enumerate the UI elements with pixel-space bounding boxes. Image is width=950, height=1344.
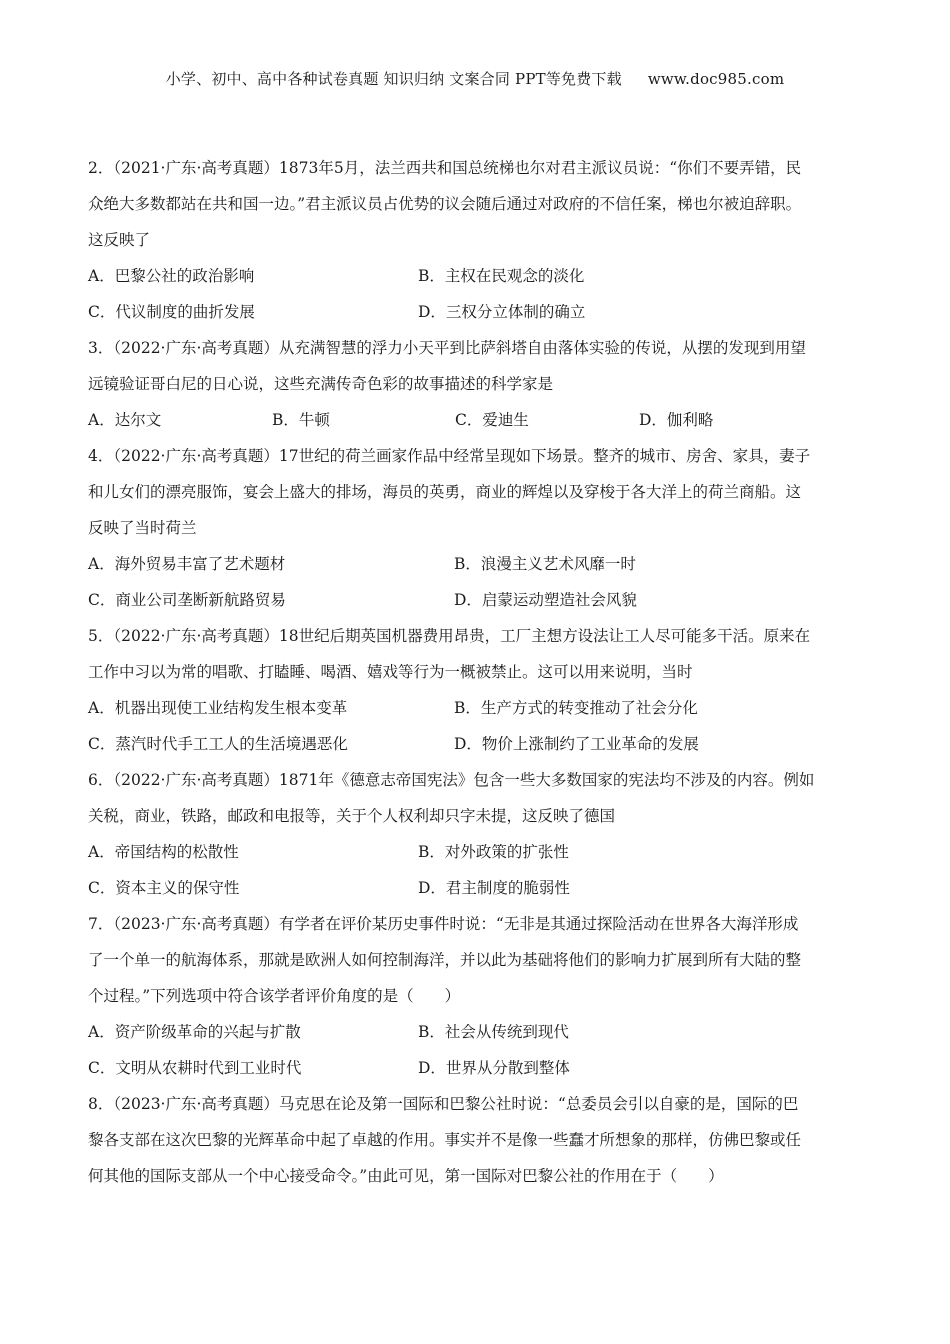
option-d: D．伽利略 bbox=[639, 411, 714, 429]
option-c: C．资本主义的保守性 bbox=[88, 879, 240, 897]
option-d: D．三权分立体制的确立 bbox=[418, 303, 586, 321]
question-text-line: 5．（2022·广东·高考真题）18世纪后期英国机器费用昂贵，工厂主想方设法让工人尽可能多干活。原来在 bbox=[88, 627, 811, 645]
option-c: C．代议制度的曲折发展 bbox=[88, 303, 255, 321]
option-b: B．生产方式的转变推动了社会分化 bbox=[454, 699, 698, 717]
option-row bbox=[88, 1014, 868, 1050]
option-d: D．世界从分散到整体 bbox=[418, 1059, 570, 1077]
question-text-line: 和儿女们的漂亮服饰，宴会上盛大的排场，海员的英勇，商业的辉煌以及穿梭于各大洋上的荷兰商船。这 bbox=[88, 483, 802, 501]
option-a: A．机器出现使工业结构发生根本变革 bbox=[88, 699, 348, 717]
option-a: A．海外贸易丰富了艺术题材 bbox=[88, 555, 286, 573]
option-row bbox=[88, 402, 868, 438]
question-text-line: 工作中习以为常的唱歌、打瞌睡、喝酒、嬉戏等行为一概被禁止。这可以用来说明，当时 bbox=[88, 663, 693, 681]
option-row bbox=[88, 726, 868, 762]
option-a: A．帝国结构的松散性 bbox=[88, 843, 239, 861]
option-c: C．商业公司垄断新航路贸易 bbox=[88, 591, 286, 609]
question-text-line: 众绝大多数都站在共和国一边。”君主派议员占优势的议会随后通过对政府的不信任案，梯也尔被迫辞职。 bbox=[88, 195, 802, 213]
option-b: B．牛顿 bbox=[272, 411, 330, 429]
header-site-url: www.doc985.com bbox=[647, 70, 785, 88]
question-text-line: 8．（2023·广东·高考真题）马克思在论及第一国际和巴黎公社时说：“总委员会引以自豪的是，国际的巴 bbox=[88, 1095, 799, 1113]
question-text-line: 3．（2022·广东·高考真题）从充满智慧的浮力小天平到比萨斜塔自由落体实验的传说，从摆的发现到用望 bbox=[88, 339, 806, 357]
question-3 bbox=[88, 330, 868, 438]
option-b: B．浪漫主义艺术风靡一时 bbox=[454, 555, 636, 573]
option-d: D．物价上涨制约了工业革命的发展 bbox=[454, 735, 699, 753]
option-b: B．主权在民观念的淡化 bbox=[418, 267, 585, 285]
question-2 bbox=[88, 150, 868, 330]
option-b: B．社会从传统到现代 bbox=[418, 1023, 569, 1041]
question-text-line: 7．（2023·广东·高考真题）有学者在评价某历史事件时说：“无非是其通过探险活动在世界各大海洋形成 bbox=[88, 915, 799, 933]
question-text-line: 何其他的国际支部从一个中心接受命令。”由此可见，第一国际对巴黎公社的作用在于（ ） bbox=[88, 1167, 724, 1185]
question-text-line: 关税，商业，铁路，邮政和电报等，关于个人权利却只字未提，这反映了德国 bbox=[88, 807, 616, 825]
question-text-line: 远镜验证哥白尼的日心说，这些充满传奇色彩的故事描述的科学家是 bbox=[88, 375, 554, 393]
option-row bbox=[88, 294, 868, 330]
option-a: A．资产阶级革命的兴起与扩散 bbox=[88, 1023, 301, 1041]
option-b: B．对外政策的扩张性 bbox=[418, 843, 569, 861]
question-4 bbox=[88, 438, 868, 618]
option-a: A．达尔文 bbox=[88, 411, 162, 429]
question-text-line: 黎各支部在这次巴黎的光辉革命中起了卓越的作用。事实并不是像一些蠢才所想象的那样，仿佛巴黎或任 bbox=[88, 1131, 802, 1149]
question-text-line: 个过程。”下列选项中符合该学者评价角度的是（ ） bbox=[88, 987, 461, 1005]
option-a: A．巴黎公社的政治影响 bbox=[88, 267, 255, 285]
option-c: C．蒸汽时代手工工人的生活境遇恶化 bbox=[88, 735, 348, 753]
page-header bbox=[0, 68, 950, 89]
option-c: C．文明从农耕时代到工业时代 bbox=[88, 1059, 302, 1077]
question-5 bbox=[88, 618, 868, 762]
question-text-line: 2．（2021·广东·高考真题）1873年5月，法兰西共和国总统梯也尔对君主派议员说：“你们不要弄错，民 bbox=[88, 159, 802, 177]
option-row bbox=[88, 690, 868, 726]
option-row bbox=[88, 1050, 868, 1086]
question-text-line: 4．（2022·广东·高考真题）17世纪的荷兰画家作品中经常呈现如下场景。整齐的城市、房舍、家具，妻子 bbox=[88, 447, 811, 465]
question-text-line: 反映了当时荷兰 bbox=[88, 519, 197, 537]
question-8 bbox=[88, 1086, 868, 1194]
question-text-line: 6．（2022·广东·高考真题）1871年《德意志帝国宪法》包含一些大多数国家的宪法均不涉及的内容。例如 bbox=[88, 771, 815, 789]
option-row bbox=[88, 258, 868, 294]
option-d: D．君主制度的脆弱性 bbox=[418, 879, 570, 897]
option-d: D．启蒙运动塑造社会风貌 bbox=[454, 591, 637, 609]
question-text-line: 了一个单一的航海体系，那就是欧洲人如何控制海洋，并以此为基础将他们的影响力扩展到所有大陆的整 bbox=[88, 951, 802, 969]
header-site-description: 小学、初中、高中各种试卷真题 知识归纳 文案合同 PPT等免费下载 bbox=[165, 70, 622, 88]
option-row bbox=[88, 546, 868, 582]
option-row bbox=[88, 834, 868, 870]
option-row bbox=[88, 870, 868, 906]
option-c: C．爱迪生 bbox=[455, 411, 529, 429]
question-6 bbox=[88, 762, 868, 906]
question-7 bbox=[88, 906, 868, 1086]
option-row bbox=[88, 582, 868, 618]
question-list bbox=[88, 150, 868, 1194]
question-text-line: 这反映了 bbox=[88, 231, 151, 249]
